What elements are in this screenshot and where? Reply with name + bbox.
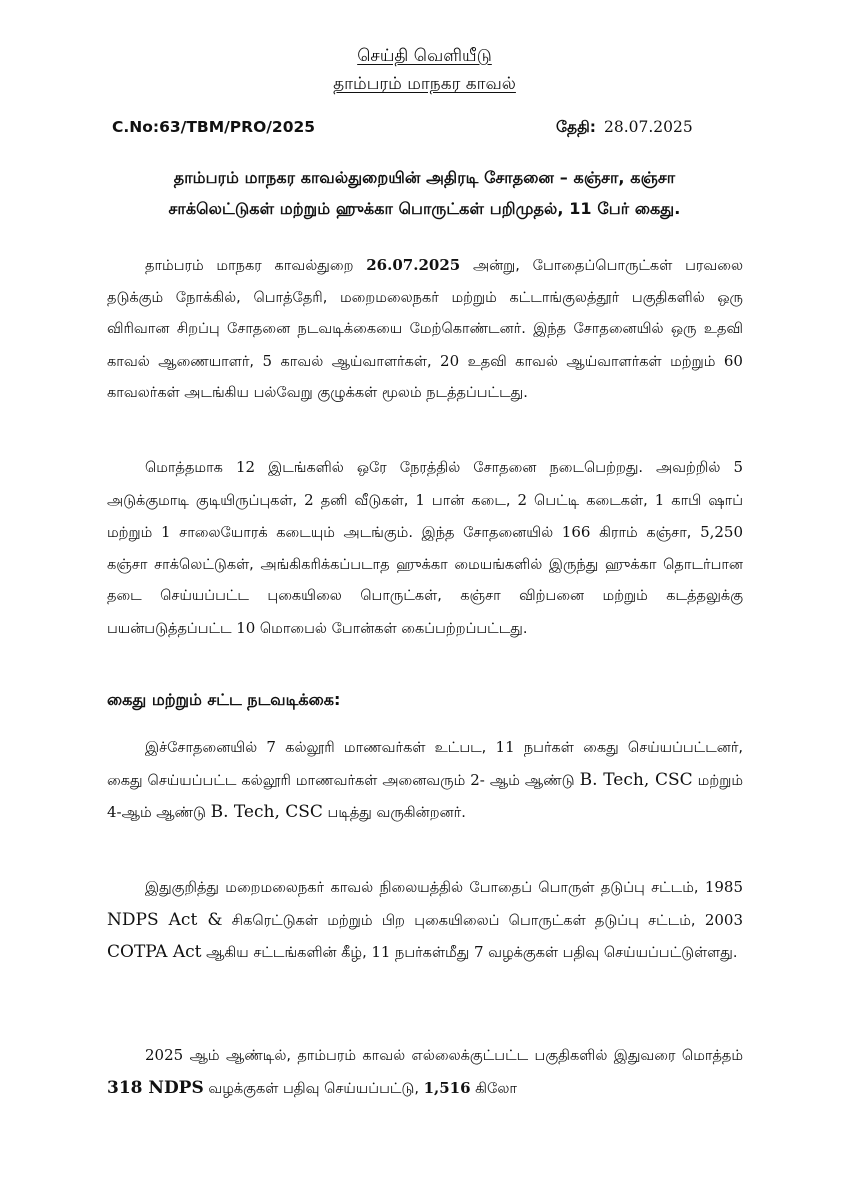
number-span: 7 bbox=[266, 738, 276, 756]
text-span: பான் கடை, bbox=[424, 492, 518, 509]
text-span: தனி வீடுகள், bbox=[313, 492, 416, 509]
text-span: நபர்கள் கைது செய்யப்பட்டனர், கைது செய்யப்பட்ட கல்லூரி மாணவர்கள் அனைவரும் bbox=[107, 740, 744, 789]
text-span: காவலர்கள் அடங்கிய பல்வேறு குழுக்கள் மூலம் நடத்தப்பட்டது. bbox=[107, 385, 528, 401]
number-span: 5,250 bbox=[700, 523, 744, 541]
text-span: கிராம் கஞ்சா, bbox=[590, 525, 701, 541]
text-span: கல்லூரி மாணவர்கள் உட்பட, bbox=[275, 740, 496, 756]
text-span: வழக்குகள் பதிவு செய்யப்பட்டுள்ளது. bbox=[483, 945, 738, 961]
operation-date: 26.07.2025 bbox=[366, 256, 461, 274]
act-name: COTPA Act bbox=[107, 942, 202, 962]
text-span: மொபைல் போன்கள் கைப்பற்றப்பட்டது. bbox=[255, 620, 528, 637]
ndps-case-count: 318 NDPS bbox=[107, 1077, 204, 1098]
number-span: 4- bbox=[107, 803, 122, 821]
number-span: 2003 bbox=[704, 910, 743, 929]
number-span: 5 bbox=[262, 351, 273, 370]
number-span: 20 bbox=[440, 351, 460, 370]
number-span: 7 bbox=[473, 943, 484, 961]
text-span: பெட்டி கடைகள், bbox=[527, 492, 655, 509]
text-span: கிலோ bbox=[470, 1080, 517, 1097]
date-line bbox=[556, 118, 693, 138]
number-span: 1985 bbox=[704, 878, 743, 896]
number-span: 11 bbox=[495, 738, 515, 756]
text-span: கஞ்சா சாக்லெட்டுகள், அங்கிகரிக்கப்படாத ஹுக்கா மையங்களில் இருந்து ஹுக்கா தொடர்பான தடை செய்யப்பட்ட புகையிலை பொருட்கள், கஞ்சா விற்பனை மற்றும் கடத்தலுக்கு பயன்படுத்தப்பட்ட bbox=[107, 556, 743, 637]
number-span: 5 bbox=[733, 458, 744, 476]
section-heading-arrest: கைது மற்றும் சட்ட நடவடிக்கை: bbox=[107, 690, 341, 709]
text-span: நபர்கள்மீது bbox=[390, 945, 474, 961]
text-span: மற்றும் bbox=[692, 772, 744, 789]
number-span: 1 bbox=[654, 490, 665, 509]
text-span: உதவி காவல் ஆய்வாளர்கள் மற்றும் bbox=[459, 353, 724, 370]
text-span: ஆம் ஆண்டில், தாம்பரம் காவல் எல்லைக்குட்பட்ட பகுதிகளில் இதுவரை மொத்தம் bbox=[183, 1048, 743, 1064]
press-release-title: செய்தி வெளியீடு bbox=[357, 46, 492, 66]
headline-line-2: சாக்லெட்டுகள் மற்றும் ஹுக்கா பொருட்கள் பறிமுதல், 11 பேர் கைது. bbox=[168, 199, 681, 218]
number-span: 1 bbox=[415, 490, 425, 509]
text-span: படித்து வருகின்றனர். bbox=[322, 805, 466, 821]
paragraph-yearly-stats bbox=[107, 1040, 743, 1105]
paragraph-operation bbox=[107, 250, 743, 410]
text-span: சாலையோரக் கடையும் அடங்கும். இந்த சோதனையில் bbox=[170, 525, 562, 541]
date-label: தேதி: bbox=[556, 118, 596, 136]
course-name: B. Tech, CSC bbox=[579, 769, 693, 790]
text-span: இடங்களில் ஒரே நேரத்தில் சோதனை நடைபெற்றது. அவற்றில் bbox=[255, 460, 734, 476]
text-span: காபி ஷாப் மற்றும் bbox=[107, 492, 743, 541]
paragraph-cases bbox=[107, 872, 743, 970]
course-name: B. Tech, CSC bbox=[210, 802, 323, 822]
text-span: ஆகிய சட்டங்களின் கீழ், bbox=[201, 945, 372, 961]
text-span: சிகரெட்டுகள் மற்றும் பிற புகையிலைப் பொருட்கள் தடுப்பு சட்டம், bbox=[222, 912, 705, 929]
number-span: 12 bbox=[235, 458, 256, 476]
seized-kilo-count: 1,516 bbox=[423, 1078, 471, 1097]
number-span: 166 bbox=[561, 523, 591, 541]
headline-line-1: தாம்பரம் மாநகர காவல்துறையின் அதிரடி சோதனை – கஞ்சா, கஞ்சா bbox=[173, 168, 676, 187]
text-span: தாம்பரம் மாநகர காவல்துறை bbox=[145, 258, 367, 274]
paragraph-seizure bbox=[107, 452, 743, 645]
text-span: ஆம் ஆண்டு bbox=[121, 805, 211, 821]
number-span: 2 bbox=[517, 490, 528, 509]
number-span: 10 bbox=[236, 618, 256, 637]
text-span: அன்று, போதைப்பொருட்கள் பரவலை தடுக்கும் நோக்கில், பொத்தேரி, மறைமலைநகர் மற்றும் கட்டாங்குலத்தூர் பகுதிகளில் ஒரு விரிவான சிறப்பு சோதனை நடவடிக்கையை மேற்கொண்டனர். இந்த சோதனையில் ஒரு உதவி காவல் ஆணையாளர், bbox=[107, 258, 743, 370]
text-span: அடுக்குமாடி குடியிருப்புகள், bbox=[107, 492, 305, 509]
department-name: தாம்பரம் மாநகர காவல் bbox=[333, 74, 516, 94]
text-span: ஆம் ஆண்டு bbox=[484, 772, 580, 789]
text-span: காவல் ஆய்வாளர்கள், bbox=[272, 353, 441, 370]
number-span: 60 bbox=[723, 351, 743, 370]
number-span: 2025 bbox=[145, 1046, 184, 1064]
text-span: வழக்குகள் பதிவு செய்யப்பட்டு, bbox=[203, 1080, 424, 1097]
number-span: 2 bbox=[304, 490, 314, 509]
text-span: மொத்தமாக bbox=[145, 460, 236, 476]
paragraph-arrests bbox=[107, 732, 743, 830]
text-span: இச்சோதனையில் bbox=[145, 740, 267, 756]
act-name: NDPS Act & bbox=[107, 909, 223, 930]
date-value: 28.07.2025 bbox=[604, 118, 693, 136]
number-span: 1 bbox=[160, 523, 171, 541]
reference-number: C.No:63/TBM/PRO/2025 bbox=[112, 118, 316, 136]
number-span: 2- bbox=[470, 770, 485, 789]
number-span: 11 bbox=[371, 943, 391, 961]
text-span: இதுகுறித்து மறைமலைநகர் காவல் நிலையத்தில் போதைப் பொருள் தடுப்பு சட்டம், bbox=[145, 880, 705, 896]
